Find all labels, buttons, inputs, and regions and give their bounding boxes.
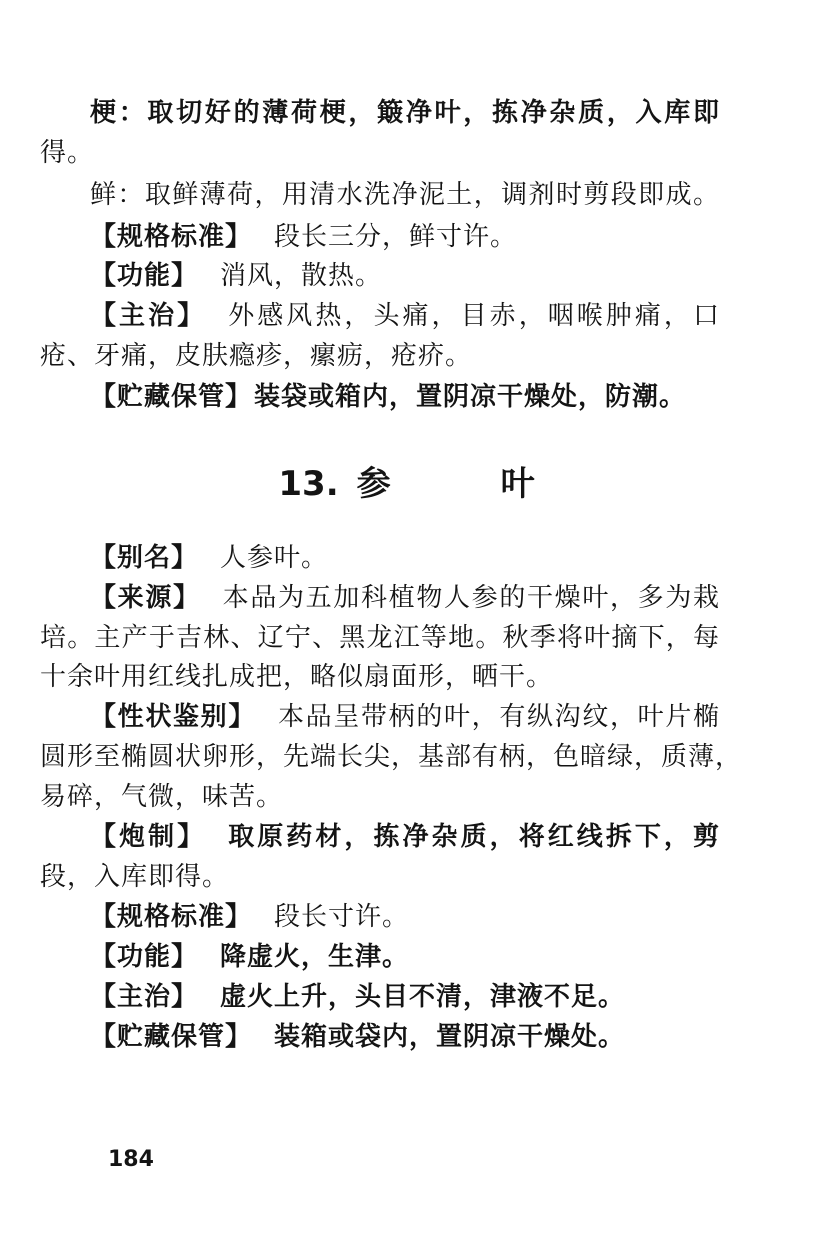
page-number: 184: [108, 1147, 154, 1172]
prev-spec-label: 【规格标准】: [90, 222, 253, 252]
alias-line: [90, 538, 720, 578]
prev-spec-text: 段长三分，鲜寸许。: [274, 222, 518, 252]
prev-function-label: 【功能】: [90, 261, 199, 291]
prev-fresh-line: 鲜：取鲜薄荷，用清水洗净泥土，调剂时剪段即成。: [90, 180, 720, 210]
prev-storage-text: 装袋或箱内，置阴凉干燥处，防潮。: [254, 382, 687, 412]
identification-line-1: [90, 697, 720, 737]
identification-line-2: 圆形至椭圆状卵形，先端长尖，基部有柄，色暗绿，质薄，: [40, 742, 743, 772]
identification-text-1: 本品呈带柄的叶，有纵沟纹，叶片椭: [278, 702, 720, 732]
spec-line: [90, 897, 720, 937]
prev-indication-label: 【主治】: [90, 301, 207, 331]
function-label: 【功能】: [90, 942, 199, 972]
entry-number: 13.: [278, 464, 339, 504]
prev-function-text: 消风，散热。: [220, 261, 383, 291]
identification-line-3: 易碎，气微，味苦。: [40, 782, 284, 812]
storage-text: 装箱或袋内，置阴凉干燥处。: [274, 1022, 626, 1052]
processing-line-1: [90, 817, 720, 857]
entry-title: [0, 462, 813, 506]
processing-label: 【炮制】: [90, 822, 207, 852]
prev-storage-line: [90, 377, 720, 417]
storage-label: 【贮藏保管】: [90, 1022, 253, 1052]
function-line: [90, 937, 720, 977]
processing-line-2: 段，入库即得。: [40, 862, 230, 892]
prev-stem-line: 梗：取切好的薄荷梗，簸净叶，拣净杂质，入库即: [90, 98, 720, 128]
prev-storage-label: 【贮藏保管】: [90, 382, 253, 412]
prev-function-line: [90, 256, 720, 296]
prev-indication-text: 外感风热，头痛，目赤，咽喉肿痛，口: [228, 301, 720, 331]
identification-label: 【性状鉴别】: [90, 702, 256, 732]
prev-stem-line-cont: 得。: [40, 138, 95, 168]
indication-label: 【主治】: [90, 982, 199, 1012]
prev-spec-line: [90, 217, 720, 257]
alias-text: 人参叶。: [220, 543, 329, 573]
source-label: 【来源】: [90, 583, 201, 613]
source-line-1: [90, 578, 720, 618]
function-text: 降虚火，生津。: [220, 942, 410, 972]
prev-indication-cont: 疮、牙痛，皮肤瘾疹，瘰疬，疮疥。: [40, 341, 473, 371]
spec-label: 【规格标准】: [90, 902, 253, 932]
entry-name-char-2: 叶: [500, 464, 535, 504]
prev-indication-line: [90, 296, 720, 336]
entry-name-char-1: 参: [356, 464, 391, 504]
source-line-3: 十余叶用红线扎成把，略似扇面形，晒干。: [40, 662, 554, 692]
storage-line: [90, 1017, 720, 1057]
processing-text-1: 取原药材，拣净杂质，将红线拆下，剪: [228, 822, 720, 852]
indication-text: 虚火上升，头目不清，津液不足。: [220, 982, 626, 1012]
spec-text: 段长寸许。: [274, 902, 410, 932]
alias-label: 【别名】: [90, 543, 199, 573]
source-text-1: 本品为五加科植物人参的干燥叶，多为栽: [222, 583, 720, 613]
source-line-2: 培。主产于吉林、辽宁、黑龙江等地。秋季将叶摘下，每: [40, 623, 720, 653]
indication-line: [90, 977, 720, 1017]
